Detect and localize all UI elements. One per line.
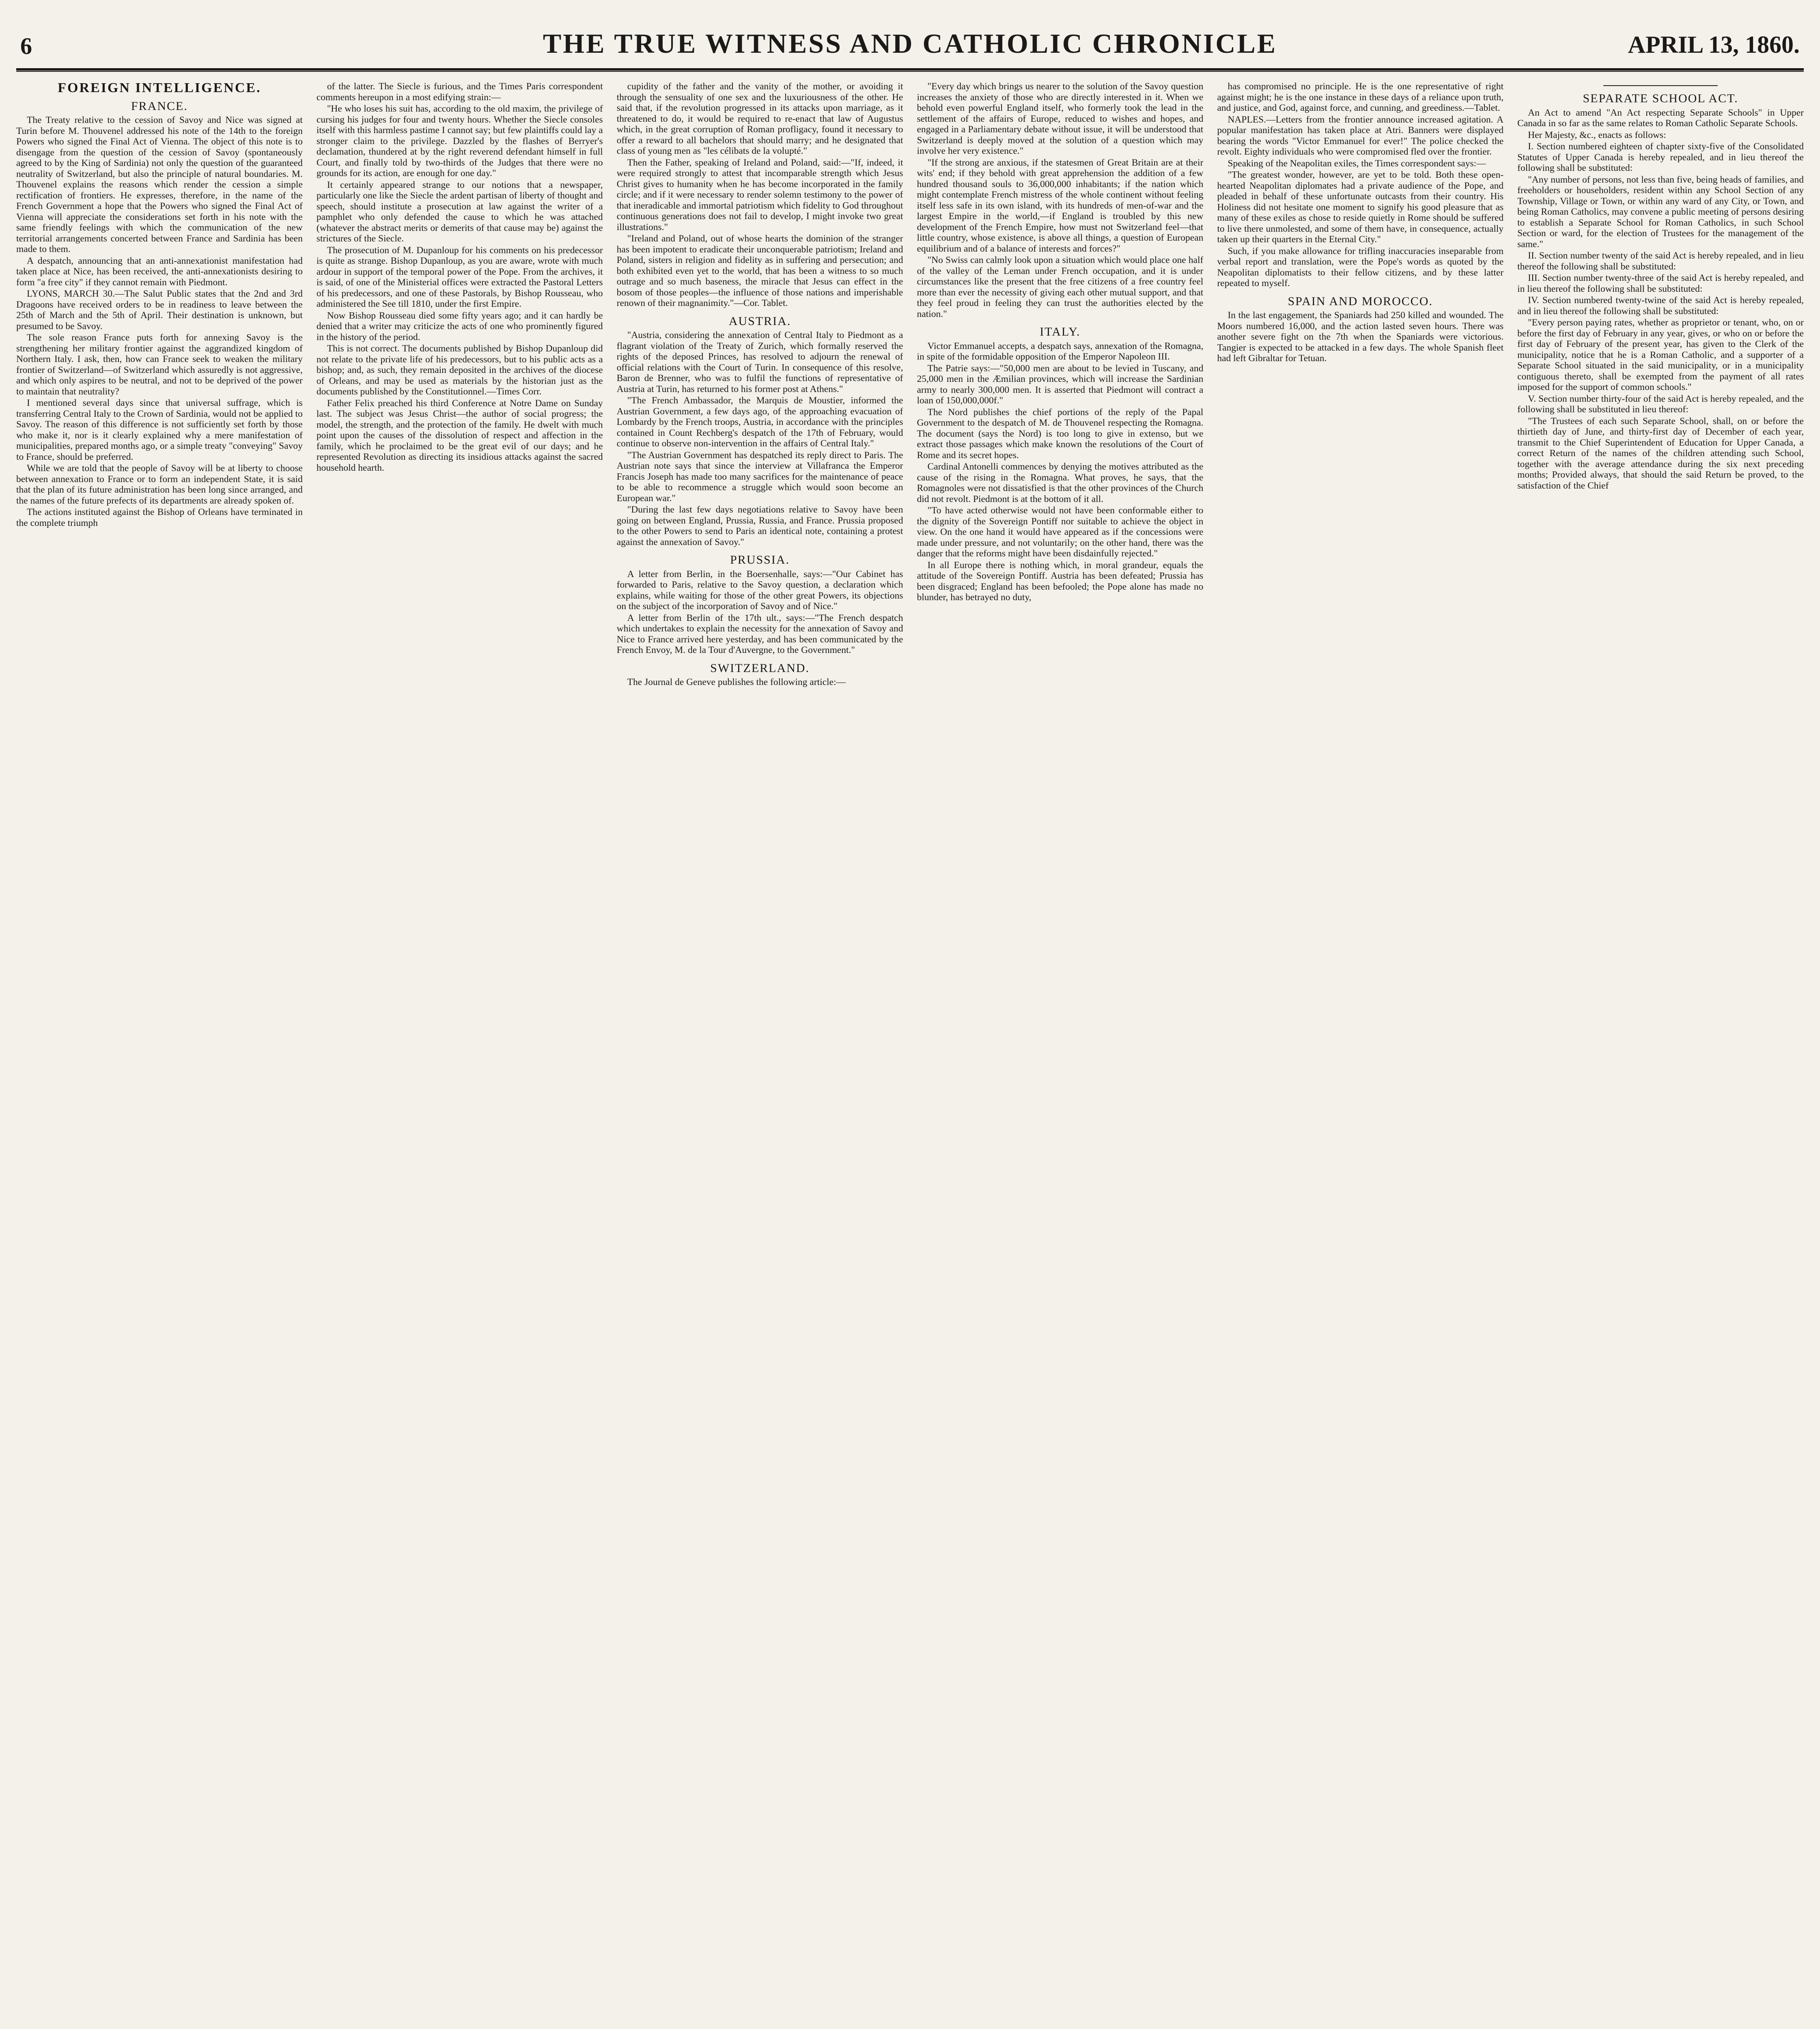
article-paragraph: "If the strong are anxious, if the statesmen of Great Britain are at their wits' end; if they behold with great apprehension the addition of a few hundred thousand souls to 36,000,000 inhabitants; if the nation which might contemplate French mistress of the whole continent without feeling itself less safe in its own island, with its hundreds of men-of-war and the largest Empire in the world,—if England is troubled by this new development of the French Empire, how must not Switzerland feel—that little country, whose existence, is above all things, a question of European equilibrium and of a balance of interests and forces?"	[917, 157, 1204, 254]
article-columns	[16, 81, 1804, 2029]
article-paragraph: "He who loses his suit has, according to the old maxim, the privilege of cursing his judges for four and twenty hours. Whether the Siecle consoles itself with this harmless pastime I cannot say; but few plaintiffs could lay a stronger claim to the privilege. Dazzled by the flashes of Berryer's declamation, thundered at by the right reverend defendant himself in full Court, and finally told by two-thirds of the Judges that there were no grounds for its action, are enough for one day."	[316, 103, 603, 179]
article-paragraph: In all Europe there is nothing which, in moral grandeur, equals the attitude of the Sovereign Pontiff. Austria has been defeated; Prussia has been disgraced; England has been befooled; the Pope alone has made no blunder, has betrayed no duty,	[917, 560, 1204, 603]
article-paragraph: Speaking of the Neapolitan exiles, the Times correspondent says:—	[1228, 158, 1486, 169]
column-5	[1217, 81, 1503, 2029]
article-paragraph: Cardinal Antonelli commences by denying the motives attributed as the cause of the rising in the Romagna. What proves, he says, that the Romagnoles were not dissatisfied is that the other provinces of the Church did not revolt. Piedmont is at the bottom of it all.	[917, 461, 1204, 504]
section-heading: FRANCE.	[131, 99, 188, 113]
article-paragraph: Father Felix preached his third Conference at Notre Dame on Sunday last. The subject was Jesus Christ—the author of social progress; the model, the strength, and the protection of the family. He dwelt with much point upon the causes of the dissolution of respect and affection in the family, which he proclaimed to be the great evil of our days; and he represented Revolution as directing its insidious attacks against the sacred household hearth.	[316, 398, 603, 473]
article-paragraph: Victor Emmanuel accepts, a despatch says, annexation of the Romagna, in spite of the formidable opposition of the Emperor Napoleon III.	[917, 340, 1204, 362]
article-paragraph: The Patrie says:—"50,000 men are about to be levied in Tuscany, and 25,000 men in the Æmilian provinces, which will increase the Sardinian army to nearly 300,000 men. It is asserted that Piedmont will contract a loan of 150,000,000f."	[917, 363, 1204, 406]
article-paragraph: "The French Ambassador, the Marquis de Moustier, informed the Austrian Government, a few days ago, of the approaching evacuation of Lombardy by the French troops, Austria, in accordance with the principles contained in Count Rechberg's despatch of the 17th of February, would continue to observe non-intervention in the affairs of Central Italy."	[616, 395, 903, 449]
article-paragraph: "Ireland and Poland, out of whose hearts the dominion of the stranger has been impotent to eradicate their unconquerable patriotism; Ireland and Poland, sisters in religion and fidelity as in suffering and persecution; and both exhibited even yet to the world, that has been a witness to so much outrage and so much baseness, the miracle that Jesus can effect in the bosom of those peoples—the influence of those nations and imperishable renown of their magnanimity."—Cor. Tablet.	[616, 233, 903, 308]
section-divider	[1603, 85, 1718, 86]
section-heading: FOREIGN INTELLIGENCE.	[58, 81, 261, 95]
article-paragraph: has compromised no principle. He is the one representative of right against might; he is the one instance in these days of a reliance upon truth, and justice, and God, against force, and cunning, and greediness.—Tablet.	[1217, 81, 1504, 113]
article-paragraph: It certainly appeared strange to our notions that a newspaper, particularly one like the Siecle the ardent partisan of liberty of thought and speech, should institute a prosecution at law against the writer of a pamphlet who only defended the cause to which he was attached (whatever the abstract merits or demerits of that cause may be) against the strictures of the Siecle.	[316, 179, 603, 244]
article-paragraph: LYONS, MARCH 30.—The Salut Public states that the 2nd and 3rd Dragoons have received orders to be in readiness to leave between the 25th of March and the 5th of April. Their destination is unknown, but presumed to be Savoy.	[16, 289, 303, 332]
column-2	[317, 81, 603, 2029]
article-paragraph: IV. Section numbered twenty-twine of the said Act is hereby repealed, and in lieu thereof the following shall be substituted:	[1517, 295, 1804, 317]
article-paragraph: I. Section numbered eighteen of chapter sixty-five of the Consolidated Statutes of Upper Canada is hereby repealed, and in lieu thereof the following shall be substituted:	[1517, 141, 1804, 173]
article-paragraph: A letter from Berlin, in the Boersenhalle, says:—"Our Cabinet has forwarded to Paris, relative to the Savoy question, a declaration which explains, while waiting for those of the other great Powers, its objections on the subject of the incorporation of Savoy and of Nice."	[616, 569, 903, 612]
article-paragraph: "Every day which brings us nearer to the solution of the Savoy question increases the anxiety of those who are directly interested in it. When we behold even powerful England itself, who formerly took the lead in the settlement of the affairs of Europe, reduced to wishes and hopes, and engaged in a Parliamentary debate without issue, it will be understood that Switzerland is deeply moved at the solution of a question which may involve her very existence."	[917, 81, 1204, 156]
article-paragraph: "The Trustees of each such Separate School, shall, on or before the thirtieth day of June, and thirty-first day of December of each year, transmit to the Chief Superintendent of Education for Upper Canada, a correct Return of the names of the children attending such School, together with the average attendance during the six next preceding months; Provided always, that should the said Return be proved, to the satisfaction of the Chief	[1517, 416, 1804, 491]
column-4	[917, 81, 1203, 2029]
article-paragraph: "The Austrian Government has despatched its reply direct to Paris. The Austrian note says that since the interview at Villafranca the Emperor Francis Joseph has made too many sacrifices for the maintenance of peace to be able to recommence a struggle which would soon become an European war."	[616, 450, 903, 504]
article-paragraph: Then the Father, speaking of Ireland and Poland, said:—"If, indeed, it were required strongly to attest that incomparable strength which Jesus Christ gives to humanity when he has become incorporated in the family circle; and if it were necessary to render solemn testimony to the power of that ineradicable and immortal patriotism which fidelity to God throughout continuous generations does not fail to develop, I might invoke two great illustrations."	[616, 157, 903, 233]
article-paragraph: The sole reason France puts forth for annexing Savoy is the strengthening her military frontier against the aggrandized kingdom of Northern Italy. I ask, then, how can France seek to weaken the military frontier of Switzerland—of Switzerland which assuredly is not aggressive, and which only aspires to be neutral, and not to be deprived of the power to maintain that neutrality?	[16, 332, 303, 397]
article-paragraph: "Every person paying rates, whether as proprietor or tenant, who, on or before the first day of February in any year, gives, or who on or before the first day of February of the present year, has given to the Clerk of the municipality, notice that he is a Roman Catholic, and a supporter of a Separate School situated in the said municipality, or in a municipality contiguous thereto, shall be exempted from the payment of all rates imposed for the support of common schools."	[1517, 317, 1804, 392]
article-paragraph: The actions instituted against the Bishop of Orleans have terminated in the complete triumph	[16, 507, 303, 528]
article-paragraph: II. Section number twenty of the said Act is hereby repealed, and in lieu thereof the following shall be substituted:	[1517, 250, 1804, 272]
section-heading: PRUSSIA.	[730, 553, 790, 566]
masthead-rule	[16, 71, 1804, 72]
article-paragraph: "The greatest wonder, however, are yet to be told. Both these open-hearted Neapolitan diplomates had a private audience of the Pope, and pleaded in behalf of these unfortunate outcasts from their country. His Holiness did not hesitate one moment to signify his good pleasure that as many of these exiles as chose to reside quietly in Rome should be suffered to live there unmolested, and some of them have, in consequence, actually taken up their quarters in the Eternal City."	[1217, 170, 1504, 245]
issue-date: APRIL 13, 1860.	[1628, 31, 1800, 58]
section-heading: AUSTRIA.	[728, 314, 791, 328]
column-6	[1517, 81, 1804, 2029]
column-3	[617, 81, 903, 2029]
article-paragraph: A letter from Berlin of the 17th ult., says:—"The French despatch which undertakes to explain the necessity for the annexation of Savoy and Nice to France arrived here yesterday, and has been communicated by the French Envoy, M. de la Tour d'Auvergne, to the Government."	[616, 612, 903, 655]
article-paragraph: This is not correct. The documents published by Bishop Dupanloup did not relate to the private life of his predecessors, but to his public acts as a bishop; and, as such, they remain deposited in the archives of the diocese of Orleans, and may be used as materials by the historian just as the documents published by the Constitutionnel.—Times Corr.	[316, 343, 603, 397]
article-paragraph: I mentioned several days since that universal suffrage, which is transferring Central Italy to the Crown of Sardinia, would not be applied to Savoy. The reason of this difference is not sufficiently set forth by those who make it, nor is it clearly explained why a mere manifestation of municipalities, prepared months ago, or a simple treaty "conveying" Savoy to France, should be preferred.	[16, 398, 303, 462]
article-paragraph: cupidity of the father and the vanity of the mother, or avoiding it through the sensuality of one sex and the luxuriousness of the other. He said that, if the revolution progressed in its attacks upon marriage, as it threatened to do, it would be required to re-enact that law of Augustus which, in the great corruption of Roman profligacy, found it necessary to offer a reward to all bachelors that should marry; and he designated that class of young men as "les célibats de la volupté."	[616, 81, 903, 156]
column-1	[16, 81, 303, 2029]
section-heading: SWITZERLAND.	[710, 661, 810, 675]
article-paragraph: While we are told that the people of Savoy will be at liberty to choose between annexation to France or to form an independent State, it is said that the plan of its future administration has been long since arranged, and the names of the future prefects of its departments are already spoken of.	[16, 463, 303, 506]
article-paragraph: Now Bishop Rousseau died some fifty years ago; and it can hardly be denied that a writer may criticize the acts of one who prominently figured in the history of the period.	[316, 310, 603, 342]
article-paragraph: "No Swiss can calmly look upon a situation which would place one half of the valley of the Leman under French occupation, and it is under circumstances like the present that the free citizens of a free country feel more than ever the necessity of giving each other mutual support, and that they feel proud in feeling they can trust the authorities elected by the nation."	[917, 255, 1204, 319]
article-paragraph: "Any number of persons, not less than five, being heads of families, and freeholders or householders, resident within any School Section of any Township, Village or Town, or within any ward of any City, or Town, and being Roman Catholics, may convene a public meeting of persons desiring to establish a Separate School for Roman Catholics, in such School Section or ward, for the election of Trustees for the management of the same."	[1517, 174, 1804, 250]
article-paragraph: The prosecution of M. Dupanloup for his comments on his predecessor is quite as strange. Bishop Dupanloup, as you are aware, wrote with much ardour in support of the temporal power of the Pope. From the archives, it is said, of one of the Ministerial offices were extracted the Pastoral Letters of his predecessors, and one of these Pastorals, by Bishop Rousseau, who administered the See till 1810, under the first Empire.	[316, 245, 603, 309]
article-paragraph: The Treaty relative to the cession of Savoy and Nice was signed at Turin before M. Thouvenel addressed his note of the 14th to the foreign Powers who signed the Final Act of Vienna. The object of this note is to disengage from the question of the cession of Savoy (spontaneously agreed to by the King of Sardinia) not only the question of the guaranteed neutrality of Switzerland, but also the principle of natural boundaries. M. Thouvenel explains the reasons which render the cession a simple rectification of frontiers. He expresses, therefore, in the name of the French Government a hope that the Powers who signed the Final Act of Vienna will appreciate the considerations set forth in his note with the same friendly feelings with which the communication of the new territorial arrangements concerted between France and Sardinia has been made to them.	[16, 115, 303, 254]
article-paragraph: The Nord publishes the chief portions of the reply of the Papal Government to the despatch of M. de Thouvenel respecting the Romagna. The document (says the Nord) is too long to give in extenso, but we extract those passages which make known the resolutions of the Court of Rome and its secret hopes.	[917, 407, 1204, 461]
article-paragraph: V. Section number thirty-four of the said Act is hereby repealed, and the following shall be substituted in lieu thereof:	[1517, 393, 1804, 415]
article-paragraph: III. Section number twenty-three of the said Act is hereby repealed, and in lieu thereof the following shall be substituted:	[1517, 273, 1804, 294]
newspaper-title: THE TRUE WITNESS AND CATHOLIC CHRONICLE	[543, 28, 1277, 59]
article-paragraph: "During the last few days negotiations relative to Savoy have been going on between England, Prussia, Russia, and France. Prussia proposed to the other Powers to send to Paris an identical note, containing a protest against the annexation of Savoy."	[616, 504, 903, 547]
article-paragraph: Such, if you make allowance for trifling inaccuracies inseparable from verbal report and translation, were the Pope's words as quoted by the Neapolitan diplomatists to their fellow citizens, and by these latter repeated to myself.	[1217, 246, 1504, 289]
section-heading: SEPARATE SCHOOL ACT.	[1583, 92, 1738, 105]
article-paragraph: A despatch, announcing that an anti-annexationist manifestation had taken place at Nice, has been received, the anti-annexationists desiring to form "a free city" if they cannot remain with Piedmont.	[16, 255, 303, 288]
article-paragraph: NAPLES.—Letters from the frontier announce increased agitation. A popular manifestation has taken place at Atri. Banners were displayed bearing the words "Victor Emmanuel for ever!" The police checked the revolt. Eighty individuals who were compromised fled over the frontier.	[1217, 114, 1504, 157]
article-paragraph: An Act to amend "An Act respecting Separate Schools" in Upper Canada in so far as the same relates to Roman Catholic Separate Schools.	[1517, 107, 1804, 129]
masthead	[16, 24, 1804, 71]
article-paragraph: "To have acted otherwise would not have been conformable either to the dignity of the Sovereign Pontiff nor suitable to achieve the object in view. On the one hand it would have appeared as if the concessions were made under pressure, and not voluntarily; on the other hand, there was the danger that the reforms might have been disdainfully rejected."	[917, 505, 1204, 559]
article-paragraph: In the last engagement, the Spaniards had 250 killed and wounded. The Moors numbered 16,000, and the action lasted seven hours. There was another severe fight on the 7th when the Spaniards were victorious. Tangier is expected to be attacked in a few days. The whole Spanish fleet had left Gibraltar for Tetuan.	[1217, 310, 1504, 364]
page-number: 6	[20, 33, 32, 59]
section-heading: SPAIN AND MOROCCO.	[1288, 294, 1433, 308]
article-paragraph: Her Majesty, &c., enacts as follows:	[1528, 129, 1666, 140]
article-paragraph: "Austria, considering the annexation of Central Italy to Piedmont as a flagrant violation of the Treaty of Zurich, which formally reserved the rights of the deposed Princes, has resolved to adjourn the renewal of official relations with the Court of Turin. In consequence of this resolve, Baron de Brenner, who was to fulfil the functions of representative of Austria at Turin, has returned to his former post at Athens."	[616, 330, 903, 394]
article-paragraph: of the latter. The Siecle is furious, and the Times Paris correspondent comments hereupon in a most edifying strain:—	[316, 81, 603, 103]
section-heading: ITALY.	[1040, 325, 1081, 338]
article-paragraph: The Journal de Geneve publishes the following article:—	[627, 677, 846, 687]
